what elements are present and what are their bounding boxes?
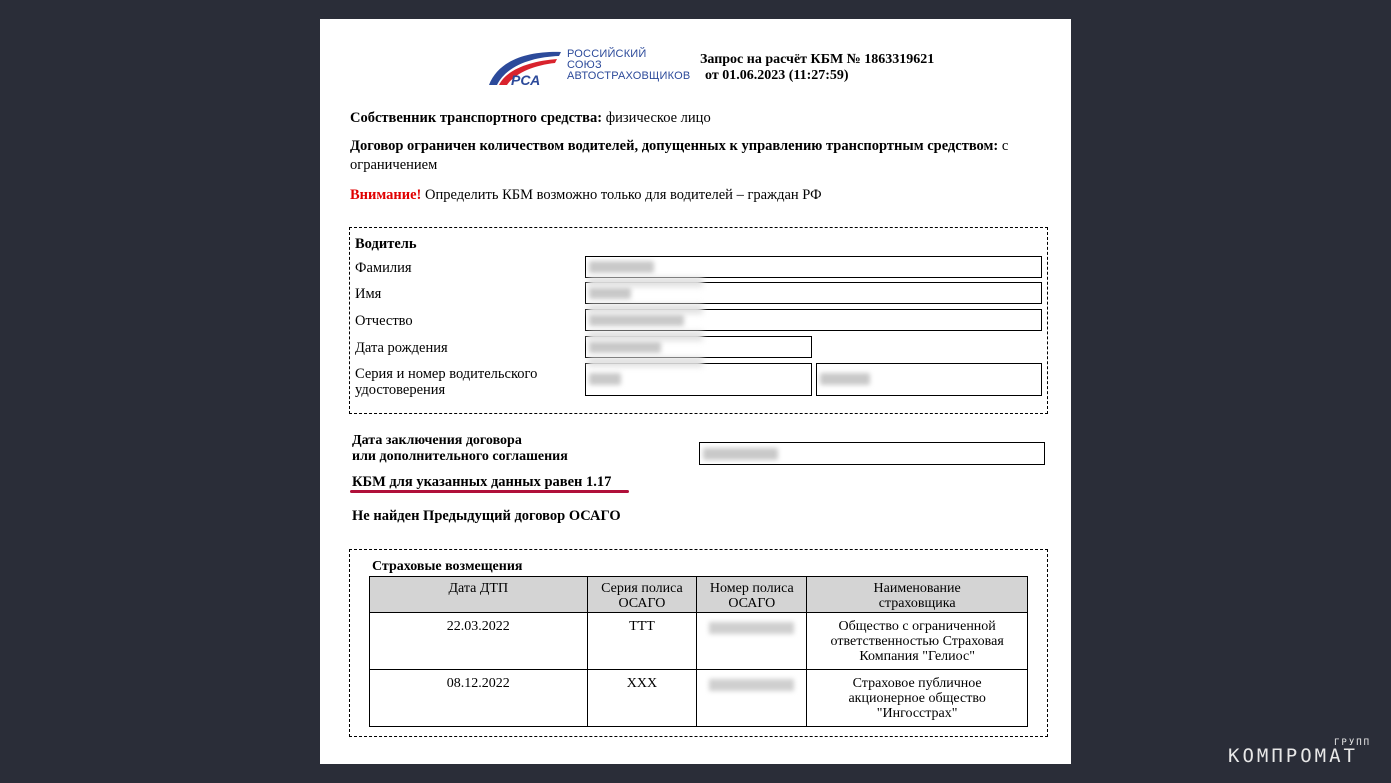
contract-date-field: [699, 442, 1045, 465]
table-row: [370, 613, 1028, 670]
surname-field: [585, 256, 1042, 278]
policy-series: ТТТ: [587, 613, 697, 670]
policy-number: [697, 613, 807, 670]
surname-label: Фамилия: [355, 260, 412, 276]
previous-contract-status: Не найден Предыдущий договор ОСАГО: [352, 508, 621, 524]
document-page: [320, 19, 1071, 764]
header-policy-number: Номер полиса ОСАГО: [697, 577, 807, 613]
license-number-field: [816, 363, 1042, 396]
request-date: от 01.06.2023 (11:27:59): [705, 68, 849, 83]
license-label: Серия и номер водительского удостоверения: [355, 366, 538, 398]
kbm-result: КБМ для указанных данных равен 1.17: [352, 474, 612, 490]
watermark-sup: ГРУПП: [1334, 738, 1372, 748]
request-number: Запрос на расчёт КБМ № 1863319621: [700, 52, 935, 67]
logo-text: РОССИЙСКИЙ СОЮЗ АВТОСТРАХОВЩИКОВ: [567, 48, 691, 82]
accident-date: 22.03.2022: [370, 613, 588, 670]
rsa-logo-icon: [485, 49, 565, 89]
accident-date: 08.12.2022: [370, 670, 588, 727]
claims-title: Страховые возмещения: [372, 559, 523, 574]
attention-line: Внимание! Определить КБМ возможно только для водителей – граждан РФ: [350, 187, 822, 203]
table-row: [370, 670, 1028, 727]
contract-date-label: Дата заключения договора или дополнительного соглашения: [352, 433, 568, 464]
header-accident-date: Дата ДТП: [370, 577, 588, 613]
name-label: Имя: [355, 286, 382, 302]
owner-line: Собственник транспортного средства: физическое лицо: [350, 110, 711, 126]
birth-date-label: Дата рождения: [355, 340, 448, 356]
insurer-name: Общество с ограниченной ответственностью Страховая Компания "Гелиос": [807, 613, 1028, 670]
kbm-underline: [350, 490, 629, 493]
policy-number: [697, 670, 807, 727]
table-header-row: [370, 577, 1028, 613]
claims-table: [369, 576, 1028, 727]
header-policy-series: Серия полиса ОСАГО: [587, 577, 697, 613]
header-insurer: Наименование страховщика: [807, 577, 1028, 613]
watermark: КОМПРОМАТ: [1228, 745, 1358, 767]
patronymic-label: Отчество: [355, 313, 413, 329]
contract-line: Договор ограничен количеством водителей, допущенных к управлению транспортным средством: с ограничением: [350, 138, 1009, 173]
driver-title: Водитель: [355, 236, 417, 252]
policy-series: ХХХ: [587, 670, 697, 727]
logo-mark: РСА: [511, 72, 541, 88]
license-series-field: [585, 363, 812, 396]
insurer-name: Страховое публичное акционерное общество "Ингосстрах": [807, 670, 1028, 727]
request-header: [700, 52, 934, 84]
